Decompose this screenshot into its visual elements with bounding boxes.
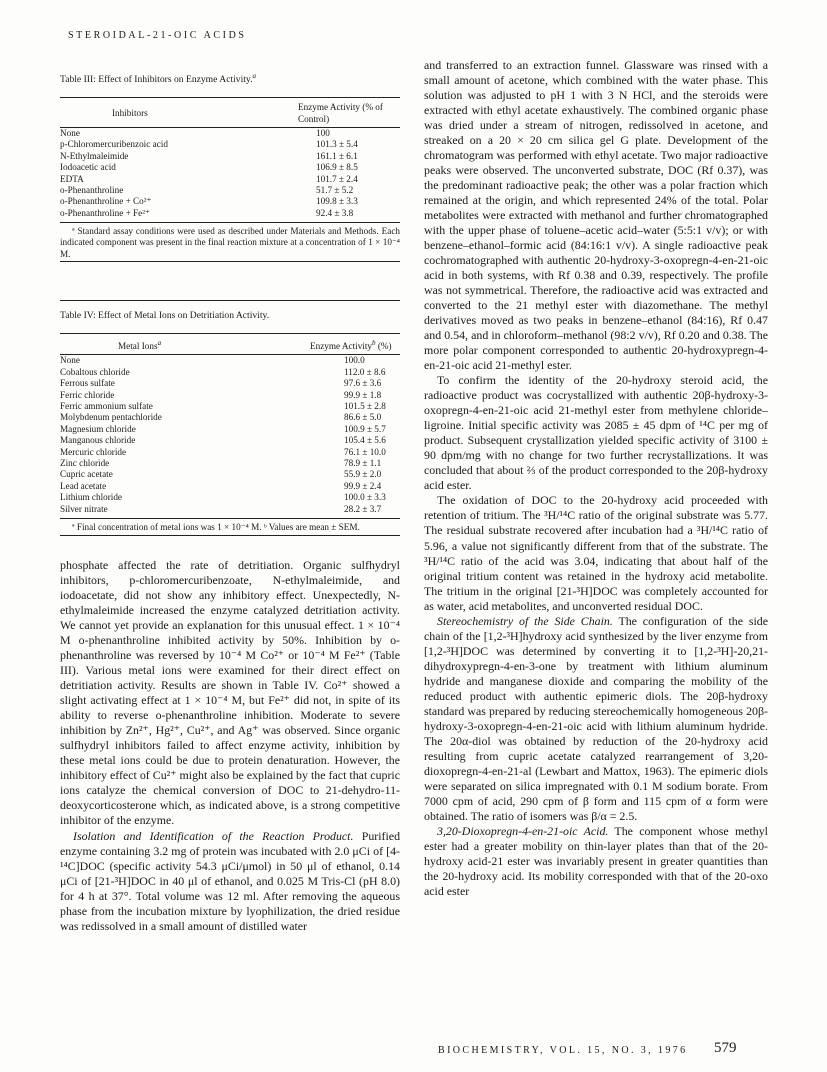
table-3-row-value: 106.9 ± 8.5 — [316, 162, 358, 173]
table-4-row-label: Silver nitrate — [60, 503, 108, 514]
journal-footer: BIOCHEMISTRY, VOL. 15, NO. 3, 1976 — [438, 1045, 688, 1056]
table-4-row-label: None — [60, 355, 80, 366]
right-column — [424, 58, 768, 899]
table-4-row-value: 100.9 ± 5.7 — [344, 423, 386, 434]
table-4-row-value: 105.4 ± 5.6 — [344, 435, 386, 446]
table-iv-end-rule — [60, 535, 400, 536]
table-4-row — [60, 435, 400, 446]
paragraph-isolation: Isolation and Identification of the Reaction Product. Purified enzyme containing 3.2 mg of protein was incubated with 2.0 μCi of [4-¹⁴C]DOC (specific activity 54.3 μCi/μmol) in 50 μl of ethanol, 0.14 μCi of [21-³H]DOC in 40 μl of ethanol, and 0.025 M Tris-Cl (pH 8.0) for 4 h at 37°. Total volume was 12 ml. After removing the aqueous phase from the incubation mixture by lyophilization, the dried residue was redissolved in a small amount of distilled water — [60, 828, 401, 933]
table-iv-body — [60, 334, 400, 515]
table-4-row — [60, 401, 400, 412]
table-3-row-label: N-Ethylmaleimide — [60, 150, 129, 161]
table-4-row-label: Cupric acetate — [60, 469, 113, 480]
table-4-row-value: 101.5 ± 2.8 — [344, 400, 386, 411]
table-iii-footnote: ª Standard assay conditions were used as described under Materials and Methods. Each indicated component was present in the final reaction mixture at a concentration of 1 × 10⁻⁴ M. — [60, 226, 400, 259]
table-4-row-label: Ferrous sulfate — [60, 378, 115, 389]
table-iv-col-activity: Enzyme Activity$^b$ (%) — [298, 334, 400, 355]
table-end-rule — [60, 261, 400, 262]
table-iii — [60, 72, 400, 262]
table-4-row-label: Molybdenum pentachloride — [60, 412, 162, 423]
table-4-row — [60, 492, 400, 503]
table-iv-footnote: ª Final concentration of metal ions was 1 × 10⁻⁴ M. ᵇ Values are mean ± SEM. — [72, 522, 360, 533]
table-4-row — [60, 424, 400, 435]
table-3-row-value: 109.8 ± 3.3 — [316, 196, 358, 207]
table-iii-caption: Table III: Effect of Inhibitors on Enzyme Activity.$^a$ — [60, 72, 256, 86]
table-4-row-value: 99.9 ± 2.4 — [344, 480, 382, 491]
table-4-row-label: Ferric ammonium sulfate — [60, 400, 153, 411]
paragraph-tritium: The oxidation of DOC to the 20-hydroxy acid proceeded with retention of tritium. The ³H/¹⁴C ratio of the original substrate was 5.77. The residual substrate recovered after incubation had a ³H/¹⁴C ratio of 5.96, a value not significantly different from that of the substrate. The ³H/¹⁴C ratio of the acid was 3.04, indicating that about half of the original tritium content was retained in the hydroxy acid metabolite. The tritium in the original [21-³H]DOC was completely accounted for as water, acid metabolites, and unconverted residual DOC. — [424, 493, 768, 613]
table-4-row — [60, 458, 400, 469]
table-3-row — [60, 162, 400, 173]
table-4-row-label: Zinc chloride — [60, 457, 110, 468]
table-4-row — [60, 378, 400, 389]
left-body-text — [60, 558, 400, 933]
section-heading-isolation: Isolation and Identification of the Reaction Product. — [73, 828, 354, 843]
table-4-row-value: 100.0 ± 3.3 — [344, 492, 386, 503]
table-4-row-value: 97.6 ± 3.6 — [344, 378, 382, 389]
table-3-row-value: 101.3 ± 5.4 — [316, 139, 358, 150]
table-iii-body — [60, 98, 400, 219]
table-4-row-value: 76.1 ± 10.0 — [344, 446, 386, 457]
table-3-row-label: Iodoacetic acid — [60, 162, 116, 173]
table-4-row — [60, 447, 400, 458]
table-4-row-label: Cobaltous chloride — [60, 366, 130, 377]
table-4-row-label: Ferric chloride — [60, 389, 115, 400]
table-4-row — [60, 355, 400, 367]
table-3-row — [60, 151, 400, 162]
table-3-row-value: 161.1 ± 6.1 — [316, 150, 358, 161]
table-4-row — [60, 390, 400, 401]
table-iii-col-activity: Enzyme Activity (% of Control) — [298, 98, 400, 127]
page-number: 579 — [714, 1040, 737, 1056]
table-iv-caption: Table IV: Effect of Metal Ions on Detritiation Activity. — [60, 309, 270, 321]
table-iv — [60, 300, 400, 536]
table-3-row-label: EDTA — [60, 173, 84, 184]
table-3-row-value: 51.7 ± 5.2 — [316, 185, 354, 196]
table-3-row — [60, 174, 400, 185]
table-4-row — [60, 367, 400, 378]
table-iv-col-metal: Metal Ions$^a$ — [60, 334, 298, 355]
paragraph-detritiation: phosphate affected the rate of detritiation. Organic sulfhydryl inhibitors, p-chloromercuribenzoate, N-ethylmaleimide, and iodoacetate, did not show any inhibitory effect. Unexpectedly, N-ethylmaleimide increased the enzyme catalyzed detritiation activity. We cannot yet provide an explanation for this unusual effect. 1 × 10⁻⁴ M o-phenanthroline inhibited activity by 50%. Inhibition by o-phenanthroline was reversed by 10⁻⁴ M Co²⁺ or 10⁻⁴ M Fe²⁺ (Table III). Various metal ions were examined for their direct effect on detritiation activity. Results are shown in Table IV. Co²⁺ showed a slight activating effect at 1 × 10⁻⁴ M, but Fe²⁺ did not, in spite of its ability to reverse o-phenanthroline inhibition. Moderate to severe inhibition by Zn²⁺, Hg²⁺, Cu²⁺, and Ag⁺ was observed. Since organic sulfhydryl inhibitors failed to affect enzyme activity, inhibition by these metal ions could be due to protein denaturation. However, the inhibitory effect of Cu²⁺ might also be explained by the fact that cupric ions catalyze the chemical conversion of DOC to 21-dehydro-11-deoxycorticosterone which, as indicated above, is a strong competitive inhibitor of the enzyme. — [60, 558, 400, 828]
table-3-row-value: 100 — [316, 128, 330, 138]
paragraph-stereochemistry: Stereochemistry of the Side Chain. The configuration of the side chain of the [1,2-³H]hydroxy acid synthesized by the liver enzyme from [1,2-³H]DOC was determined by converting it to [1,2-³H]-20,21-dihydroxypregn-4-en-3-one by treatment with lithium aluminum hydride and manganese dioxide and comparing the mobility of the reduced product with authentic epimeric diols. The 20β-hydroxy standard was prepared by reducing stereochemically homogeneous 20β-hydroxy-3-oxopregn-4-en-21-oic acid with lithium aluminum hydride. The 20α-diol was obtained by reduction of the 20-hydroxy acid resulting from cupric acetate catalyzed rearrangement of 3,20-dioxopregn-4-en-21-al (Lewbart and Mattox, 1963). The epimeric diols were separated on silica impregnated with 0.1 M sodium borate. From 7000 cpm of acid, 290 cpm of β form and 115 cpm of α form were obtained. The ratio of isomers was β/α = 2.5. — [424, 613, 768, 823]
table-3-row-value: 101.7 ± 2.4 — [316, 173, 358, 184]
table-4-row-value: 78.9 ± 1.1 — [344, 457, 382, 468]
left-column — [60, 58, 400, 934]
table-4-row-label: Magnesium chloride — [60, 423, 136, 434]
table-3-row — [60, 208, 400, 219]
paragraph-cocrystallization: To confirm the identity of the 20-hydroxy steroid acid, the radioactive product was cocrystallized with authentic 20β-hydroxy-3-oxopregn-4-en-21-oic acid 21-methyl ester from methylene chloride–ligroine. Initial specific activity was 2085 ± 45 dpm of ¹⁴C per mg of product. Subsequent crystallization yielded specific activity of 3100 ± 90 dpm/mg with no change for two further recrystallizations. It was concluded that about ⅔ of the product corresponded to the 20β-hydroxy acid ester. — [424, 373, 768, 493]
table-3-row — [60, 185, 400, 196]
paragraph-extraction: and transferred to an extraction funnel. Glassware was rinsed with a small amount of acetone, which combined with the water phase. This solution was adjusted to pH 1 with 3 N HCl, and the steroids were extracted with ethyl acetate exhaustively. The combined organic phase was dried under a stream of nitrogen, redissolved in acetone, and streaked on a 20 × 20 cm silica gel G plate. Development of the chromatogram was performed with ethyl acetate. Two major radioactive peaks were observed. The unconverted substrate, DOC (Rf 0.37), was the predominant radioactive peak; the other was a polar fraction which remained at the origin, and which represented 24% of the total. Polar metabolites were extracted with methanol and further chromatographed with the upper phase of toluene–acetic acid–water (5:5:1 v/v); or with benzene–ethanol–formic acid (84:16:1 v/v). A single radioactive peak cochromatographed with authentic 20-hydroxy-3-oxopregn-4-en-21-oic acid in both systems, with Rf 0.38 and 0.39, respectively. The profile was not symmetrical. Therefore, the radioactive acid was extracted and converted to the 21 methyl ester with diazomethane. The methyl derivatives moved as two peaks in benzene–ethanol (84:16), Rf 0.47 and 0.54, and in chloroform–methanol (98:2 v/v), Rf 0.20 and 0.38. The more polar component corresponded to authentic 20-hydroxypregn-4-en-21-oic acid 21-methyl ester. — [424, 58, 768, 373]
table-3-row — [60, 196, 400, 207]
table-4-row — [60, 412, 400, 423]
table-4-row-value: 86.6 ± 5.0 — [344, 412, 382, 423]
table-3-row-label: o-Phenanthroline + Fe²⁺ — [60, 207, 150, 218]
table-4-row-value: 100.0 — [344, 355, 365, 366]
table-4-row — [60, 504, 400, 515]
table-4-row-value: 112.0 ± 8.6 — [344, 366, 386, 377]
table-3-row-label: o-Phenanthroline — [60, 185, 124, 196]
table-bottom-rule — [60, 222, 400, 223]
table-4-row-label: Lithium chloride — [60, 492, 123, 503]
table-3-row-label: o-Phenanthroline + Co²⁺ — [60, 196, 152, 207]
table-4-row — [60, 481, 400, 492]
table-iv-top-rule — [60, 300, 400, 301]
table-4-row-label: Mercuric chloride — [60, 446, 127, 457]
table-4-row-value: 28.2 ± 3.7 — [344, 503, 382, 514]
section-heading-dioxo-acid: 3,20-Dioxopregn-4-en-21-oic Acid. — [437, 823, 609, 838]
table-iii-col-inhibitors: Inhibitors — [60, 98, 298, 127]
table-4-row-value: 55.9 ± 2.0 — [344, 469, 382, 480]
table-3-row — [60, 139, 400, 150]
table-iv-bottom-rule — [60, 518, 400, 519]
table-4-row-label: Manganous chloride — [60, 435, 136, 446]
table-3-row-label: None — [60, 128, 80, 138]
table-4-row-label: Lead acetate — [60, 480, 107, 491]
paragraph-dioxo-acid: 3,20-Dioxopregn-4-en-21-oic Acid. The component whose methyl ester had a greater mobility on thin-layer plates than that of the 20-hydroxy acid-21 ester was invariably present in greater quantities than the 20-hydroxy acid. Its mobility corresponded with that of the 20-oxo acid ester — [424, 823, 768, 898]
section-heading-stereochemistry: Stereochemistry of the Side Chain. — [437, 613, 613, 628]
running-head: STEROIDAL-21-OIC ACIDS — [68, 30, 247, 41]
table-3-row-label: p-Chloromercuribenzoic acid — [60, 139, 168, 150]
table-4-row-value: 99.9 ± 1.8 — [344, 389, 382, 400]
table-3-row-value: 92.4 ± 3.8 — [316, 207, 354, 218]
table-4-row — [60, 469, 400, 480]
table-3-row — [60, 128, 400, 140]
